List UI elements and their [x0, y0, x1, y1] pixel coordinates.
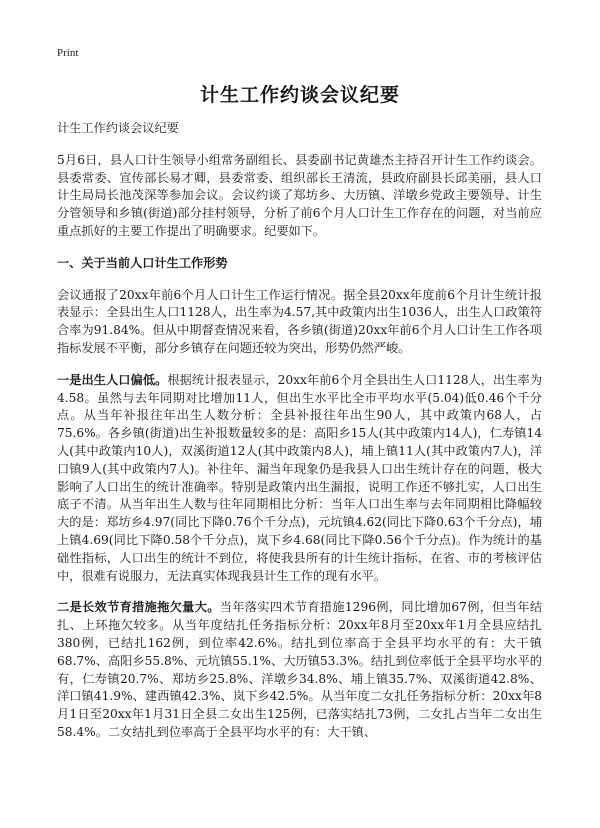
intro-paragraph: 5月6日，县人口计生领导小组常务副组长、县委副书记黄雄杰主持召开计生工作约谈会。县委常委、宣传部长易才卿，县委常委、组织部长王清流，县政府副县长邱美丽，县人口计生局局长池茂深等参加会议。会议约谈了郑坊乡、大历镇、洋墩乡党政主要领导、计生分管领导和乡镇(街道)部分挂村领导，分析了前6个月人口计生工作存在的问题，对当前应重点抓好的主要工作提出了明确要求。纪要如下。	[57, 152, 542, 238]
paragraph-lead: 一是出生人口偏低。	[57, 372, 168, 387]
paragraph-body: 当年落实四术节育措施1296例，同比增加67例，但当年结扎、上环拖欠较多。从当年度结扎任务指标分析：20xx年8月至20xx年1月全县应结扎380例，已结扎162例，到位率42.6%。结扎到位率高于全县平均水平的有：大干镇68.7%、高阳乡55.8%、元坑镇55.1%、大历镇53.3%。结扎到位率低于全县平均水平的有，仁寿镇20.7%、郑坊乡25.8%、洋墩乡34.8%、埔上镇35.7%、双溪街道42.8%、洋口镇41.9%、建西镇42.3%、岚下乡42.5%。从当年度二女扎任务指标分析：20xx年8月1日至20xx年1月31日全县二女出生125例，已落实结扎73例，二女扎占当年二女出生58.4%。二女结扎到位率高于全县平均水平的有：大干镇、	[57, 600, 543, 739]
section-heading: 一、关于当前人口计生工作形势	[57, 255, 228, 270]
document-subtitle: 计生工作约谈会议纪要	[57, 121, 179, 135]
birth-population-paragraph	[57, 372, 542, 586]
paragraph-lead: 二是长效节育措施拖欠量大。	[57, 600, 220, 615]
contraception-paragraph	[57, 599, 542, 741]
print-link[interactable]: Print	[57, 47, 79, 59]
document-title: 计生工作约谈会议纪要	[199, 84, 400, 106]
document-body	[57, 120, 542, 756]
overview-paragraph: 会议通报了20xx年前6个月人口计生工作运行情况。据全县20xx年度前6个月计生统计报表显示：全县出生人口1128人，出生率为4.57,其中政策内出生1036人，出生人口政策符合率为91.84%。但从中期督查情况来看，各乡镇(街道)20xx年前6个月人口计生工作各项指标发展不平衡，部分乡镇存在问题还较为突出，形势仍然严峻。	[57, 287, 542, 355]
paragraph-body: 根据统计报表显示，20xx年前6个月全县出生人口1128人，出生率为4.58。虽然与去年同期对比增加11人，但出生水平比全市平均水平(5.04)低0.46个千分点。从当年补报往年出生人数分析：全县补报往年出生90人，其中政策内68人，占75.6%。各乡镇(街道)出生补报数量较多的是：高阳乡15人(其中政策内14人)，仁寿镇14人(其中政策内10人)，双溪街道12人(其中政策内8人)，埔上镇11人(其中政策内7人)，洋口镇9人(其中政策内7人)。补往年、漏当年现象仍是我县人口出生统计存在的问题，极大影响了人口出生的统计准确率。特别是政策内出生漏报，说明工作还不够扎实，人口出生底子不清。从当年出生人数与往年同期相比分析：当年人口出生率与去年同期相比降幅较大的是：郑坊乡4.97(同比下降0.76个千分点)，元坑镇4.62(同比下降0.63个千分点)，埔上镇4.69(同比下降0.58个千分点)，岚下乡4.68(同比下降0.56个千分点)。作为统计的基础性指标，人口出生的统计不到位，将使我县所有的计生统计指标，在省、市的考核评估中，很难有说服力，无法真实体现我县计生工作的现有水平。	[57, 372, 543, 583]
